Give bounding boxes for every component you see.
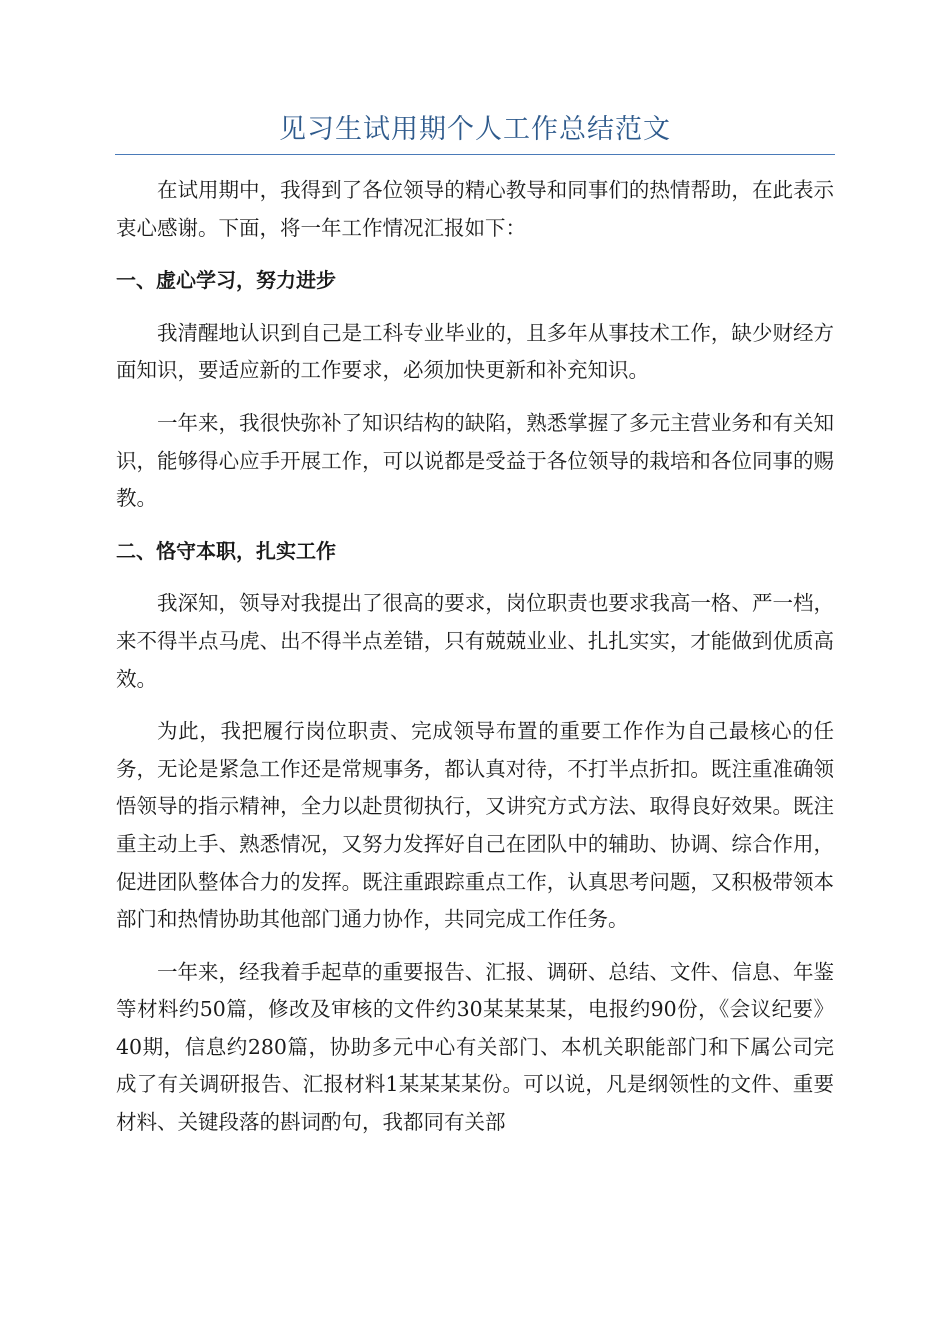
intro-paragraph: 在试用期中，我得到了各位领导的精心教导和同事们的热情帮助，在此表示衷心感谢。下面，将一年工作情况汇报如下： [116,178,834,240]
title-underline [115,154,835,155]
document-title: 见习生试用期个人工作总结范文 [279,114,671,145]
section-heading-1: 一、虚心学习，努力进步 [116,268,336,293]
section-2-paragraph-2: 为此，我把履行岗位职责、完成领导布置的重要工作作为自己最核心的任务，无论是紧急工作还是常规事务，都认真对待，不打半点折扣。既注重准确领悟领导的指示精神，全力以赴贯彻执行，又讲究方式方法、取得良好效果。既注重主动上手、熟悉情况，又努力发挥好自己在团队中的辅助、协调、综合作用，促进团队整体合力的发挥。既注重跟踪重点工作，认真思考问题，又积极带领本部门和热情协助其他部门通力协作，共同完成工作任务。 [116,719,834,932]
section-2-paragraph-1: 我深知，领导对我提出了很高的要求，岗位职责也要求我高一格、严一档，来不得半点马虎、出不得半点差错，只有兢兢业业、扎扎实实，才能做到优质高效。 [116,591,834,691]
section-heading-2: 二、恪守本职，扎实工作 [116,538,336,563]
section-1-paragraph-1: 我清醒地认识到自己是工科专业毕业的，且多年从事技术工作，缺少财经方面知识，要适应新的工作要求，必须加快更新和补充知识。 [116,320,834,383]
section-2-paragraph-3: 一年来，经我着手起草的重要报告、汇报、调研、总结、文件、信息、年鉴等材料约50篇，修改及审核的文件约30某某某某，电报约90份，《会议纪要》40期，信息约280篇，协助多元中心有关部门、本机关职能部门和下属公司完成了有关调研报告、汇报材料1某某某某份。可以说，凡是纲领性的文件、重要材料、关键段落的斟词酌句，我都同有关部 [116,959,834,1135]
document-body [116,172,834,1157]
section-1-paragraph-2: 一年来，我很快弥补了知识结构的缺陷，熟悉掌握了多元主营业务和有关知识，能够得心应手开展工作，可以说都是受益于各位领导的栽培和各位同事的赐教。 [116,410,834,511]
